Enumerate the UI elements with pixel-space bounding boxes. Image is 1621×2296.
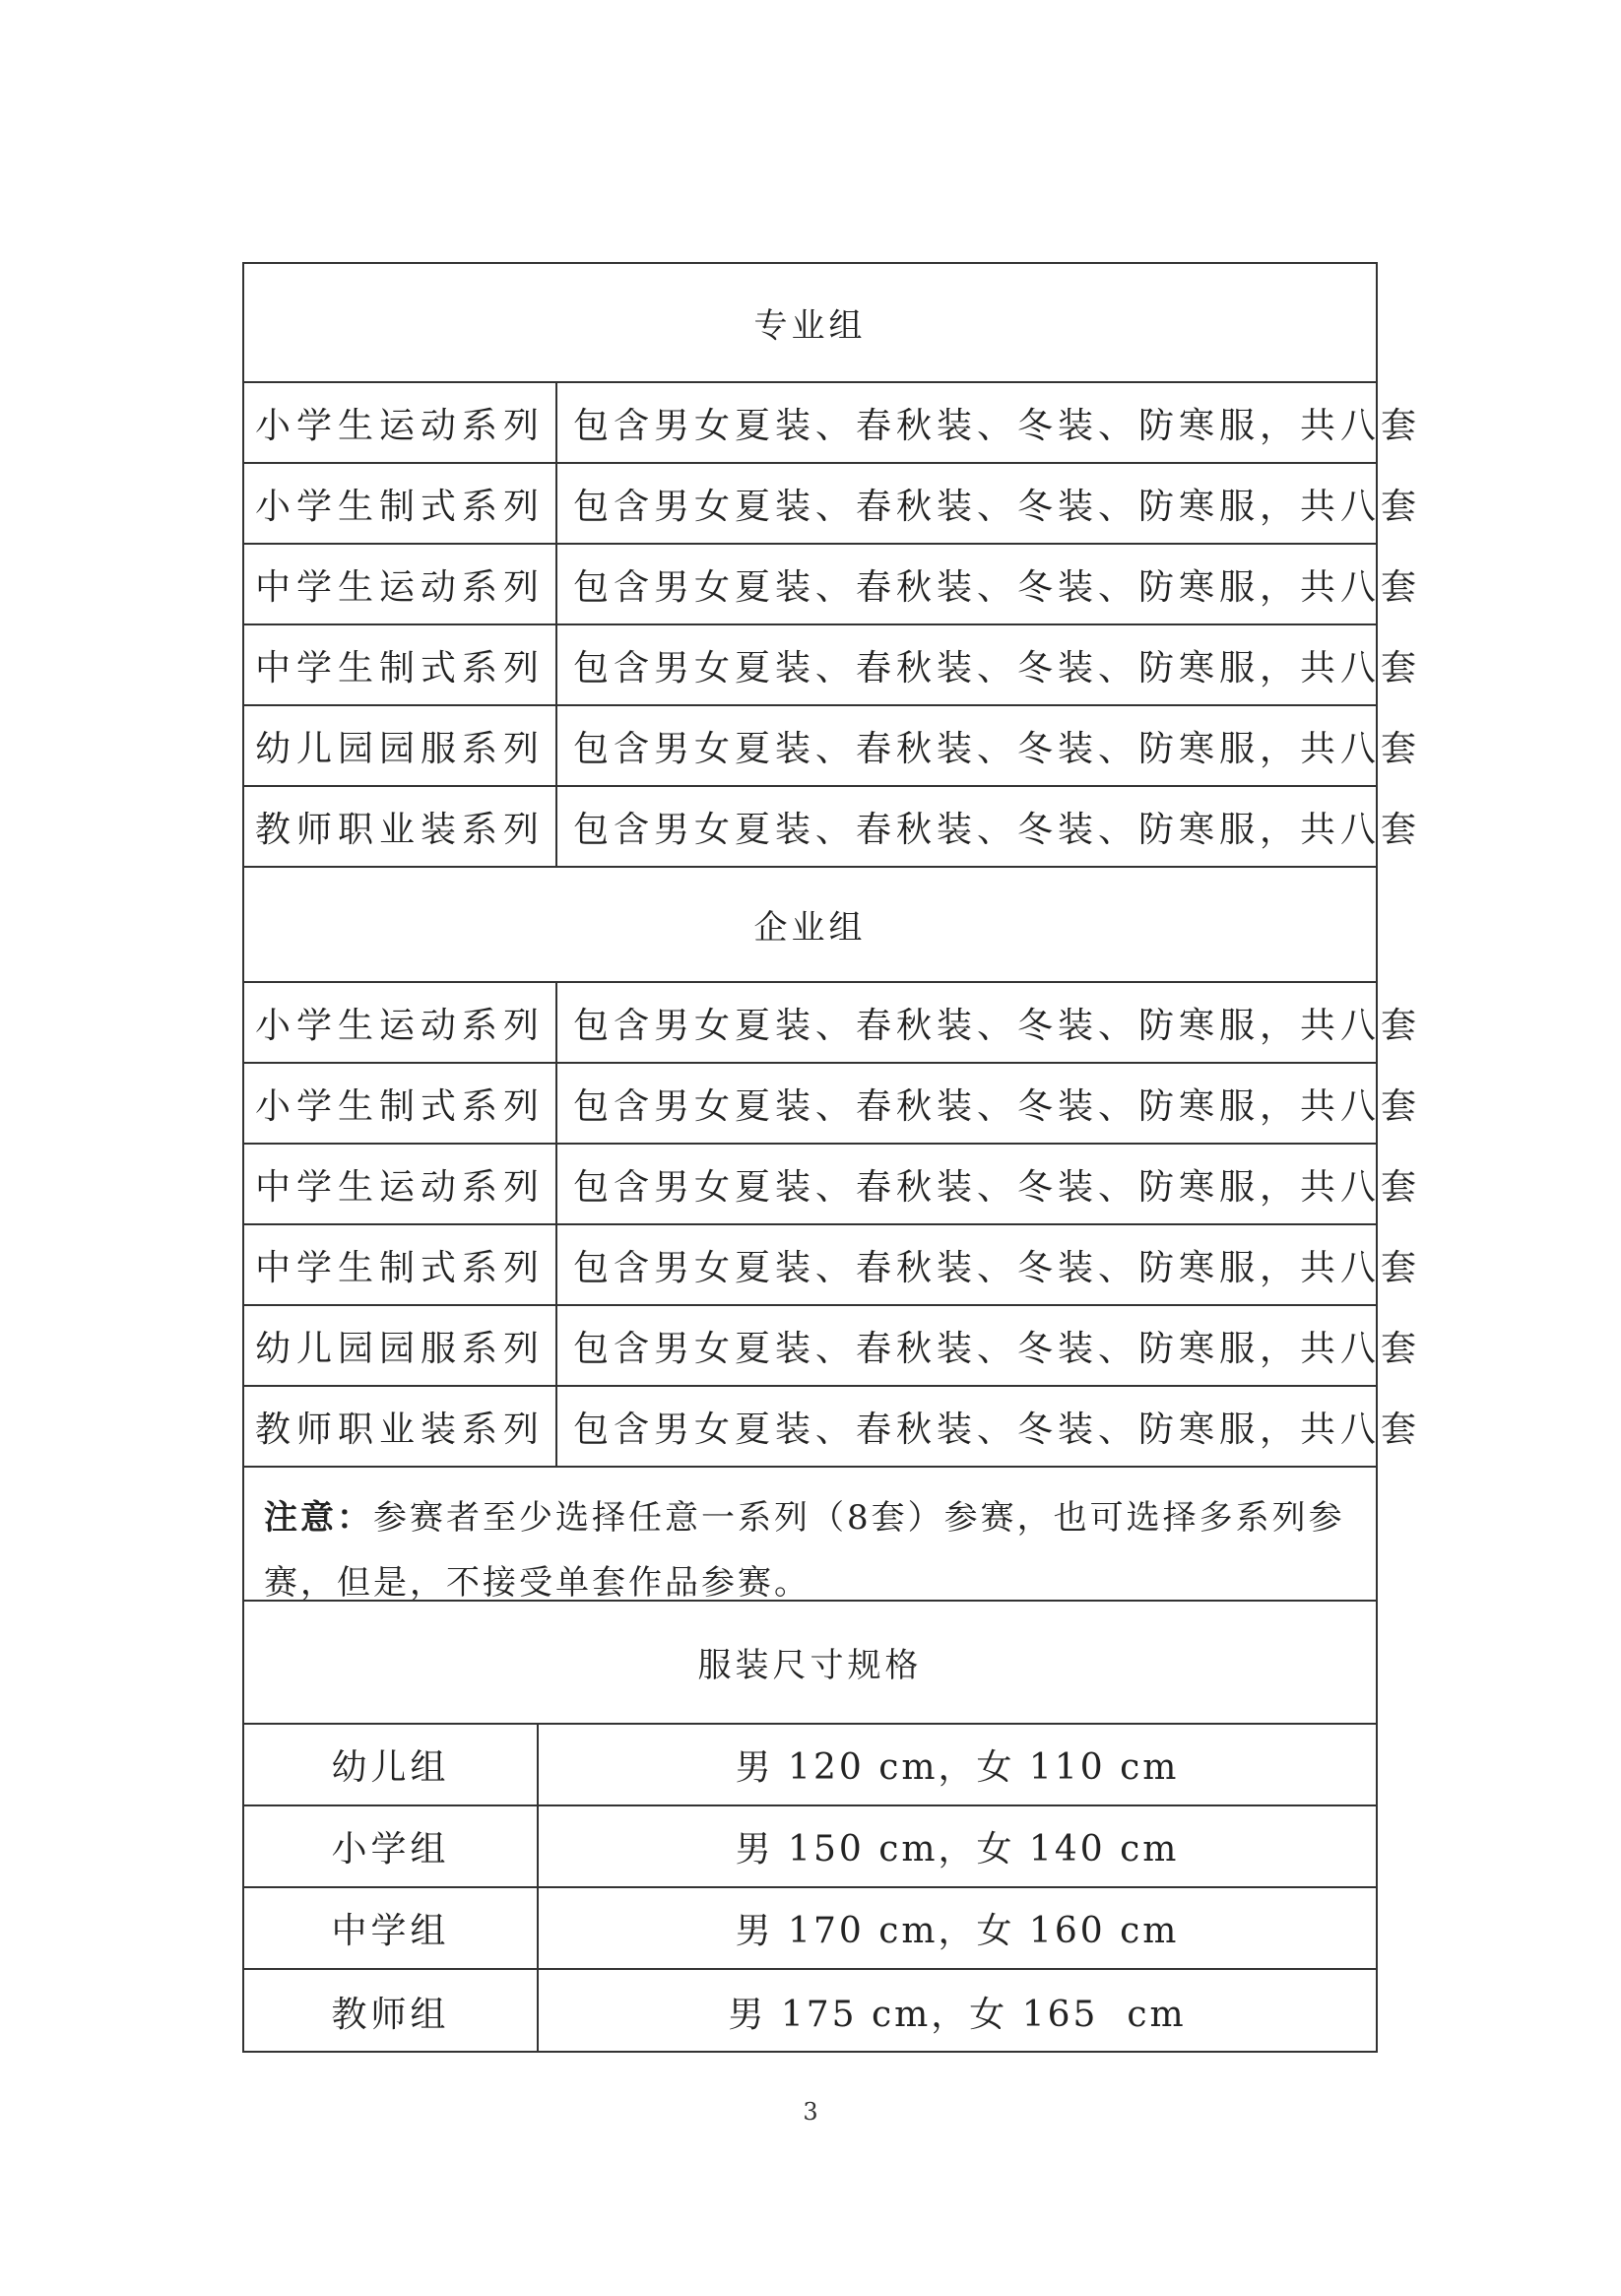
series-name: 中学生运动系列: [244, 545, 557, 623]
enterprise-group-header: [244, 866, 1376, 981]
table-row: [244, 1223, 1422, 1304]
series-name: 小学生制式系列: [244, 1064, 557, 1143]
table-row: [244, 623, 1422, 704]
size-group: 小学组: [244, 1806, 539, 1886]
page-number: 3: [803, 2098, 818, 2126]
series-name: 中学生制式系列: [244, 1225, 557, 1304]
note-label: 注意：: [264, 1498, 373, 1538]
size-value: 男 170 cm，女 160 cm: [735, 1911, 1180, 1951]
table-row: [244, 1304, 1422, 1385]
professional-group-header: [244, 264, 1376, 381]
series-description: 包含男女夏装、春秋装、冬装、防寒服，共八套: [573, 1247, 1422, 1288]
series-name: 教师职业装系列: [244, 1387, 557, 1466]
series-name: 幼儿园园服系列: [244, 1306, 557, 1385]
series-description: 包含男女夏装、春秋装、冬装、防寒服，共八套: [573, 1409, 1422, 1450]
professional-group-title: 专业组: [753, 306, 867, 346]
table-row: [244, 1723, 1376, 1804]
table-row: [244, 1886, 1376, 1968]
series-description: 包含男女夏装、春秋装、冬装、防寒服，共八套: [573, 1328, 1422, 1369]
table-row: [244, 543, 1422, 623]
series-description: 包含男女夏装、春秋装、冬装、防寒服，共八套: [573, 647, 1422, 689]
series-name: 幼儿园园服系列: [244, 706, 557, 785]
size-value: 男 175 cm，女 165 cm: [728, 1994, 1187, 2035]
size-group: 中学组: [244, 1888, 539, 1968]
series-name: 教师职业装系列: [244, 787, 557, 866]
series-name: 小学生运动系列: [244, 983, 557, 1062]
series-name: 中学生运动系列: [244, 1145, 557, 1223]
table-row: [244, 381, 1422, 462]
size-spec-title: 服装尺寸规格: [697, 1646, 923, 1685]
requirements-table: [242, 262, 1422, 2053]
table-row: [244, 785, 1422, 866]
series-description: 包含男女夏装、春秋装、冬装、防寒服，共八套: [573, 486, 1422, 527]
size-value: 男 120 cm，女 110 cm: [735, 1747, 1180, 1788]
series-description: 包含男女夏装、春秋装、冬装、防寒服，共八套: [573, 1085, 1422, 1127]
table-row: [244, 1385, 1422, 1466]
size-group: 教师组: [244, 1970, 539, 2053]
note-block: [244, 1466, 1376, 1603]
series-name: 小学生制式系列: [244, 464, 557, 543]
series-name: 小学生运动系列: [244, 383, 557, 462]
enterprise-group-title: 企业组: [753, 908, 867, 948]
series-description: 包含男女夏装、春秋装、冬装、防寒服，共八套: [573, 809, 1422, 850]
series-description: 包含男女夏装、春秋装、冬装、防寒服，共八套: [573, 405, 1422, 446]
size-group: 幼儿组: [244, 1725, 539, 1804]
table-row: [244, 1062, 1422, 1143]
series-description: 包含男女夏装、春秋装、冬装、防寒服，共八套: [573, 728, 1422, 769]
series-description: 包含男女夏装、春秋装、冬装、防寒服，共八套: [573, 1005, 1422, 1046]
table-row: [244, 1968, 1376, 2053]
size-value: 男 150 cm，女 140 cm: [735, 1829, 1180, 1870]
series-description: 包含男女夏装、春秋装、冬装、防寒服，共八套: [573, 566, 1422, 608]
series-name: 中学生制式系列: [244, 625, 557, 704]
table-row: [244, 462, 1422, 543]
table-row: [244, 1804, 1376, 1886]
table-row: [244, 704, 1422, 785]
series-description: 包含男女夏装、春秋装、冬装、防寒服，共八套: [573, 1166, 1422, 1208]
note-text: 参赛者至少选择任意一系列（8套）参赛，也可选择多系列参赛，但是，不接受单套作品参赛。: [264, 1498, 1345, 1603]
size-spec-header: [244, 1600, 1376, 1723]
table-row: [244, 981, 1422, 1062]
table-row: [244, 1143, 1422, 1223]
